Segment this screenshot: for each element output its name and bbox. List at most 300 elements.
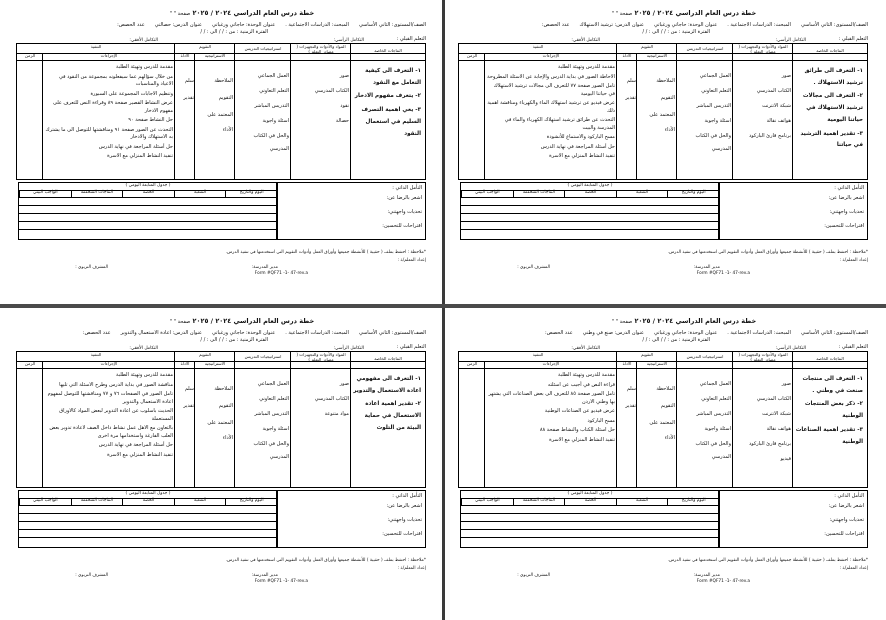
strategy-5: والحل في الكتاب المدرسي: [695, 441, 731, 460]
footer-supervisor: المشرف التربوي :: [75, 573, 108, 578]
follow-row-line: [461, 213, 719, 214]
follow-header-row: [19, 498, 277, 506]
plan-title: خطة درس العام الدراسي ٢٠٢٤ / ٢٠٢٥: [192, 9, 315, 17]
assess-tool-2: تقدير: [183, 95, 194, 101]
assessment-tool-cell: [618, 382, 636, 416]
footer-note: *ملاحظة : احتفظ بملف ( حقيبة ) للأنشطة جميعها وأوراق العمل وأدوات التقويم التي استخدمتها في تنفيذ الدرس.: [225, 558, 426, 563]
follow-row-line: [19, 221, 277, 222]
periods-label: عدد الحصص:: [82, 330, 111, 336]
follow-col-section: الشعبة: [616, 498, 668, 505]
follow-col-date: اليوم والتاريخ: [225, 498, 277, 505]
assessment-strategy-cell: [197, 74, 233, 140]
level-label: الصف/المستوى: الثاني الأساسي: [358, 22, 426, 28]
assessment-strategy-cell: [197, 382, 233, 448]
footer-principal: مدير المدرسة:: [693, 573, 720, 578]
follow-col-outcomes: النتاجات المتحققة: [513, 190, 565, 197]
assess-strategy-3: المعتمد على الأداء: [649, 112, 675, 133]
outcomes-cell: [795, 66, 863, 154]
header-time: الزمن: [466, 53, 478, 58]
col-line: [194, 53, 195, 179]
procedure-5: بالتعاون مع الاهل عمل نشاط داخل الصف لاعادة تدوير بعض العلب الفارغة واستخدامها مرة اخرى: [49, 425, 173, 439]
plan-title: خطة درس العام الدراسي ٢٠٢٤ / ٢٠٢٥: [634, 9, 757, 17]
follow-row-line: [461, 537, 719, 538]
strategy-3: التدريس المباشر: [696, 411, 731, 417]
procedure-2: مناقشة الصور في بداية الدرس وطرح الاسئلة التي تليها: [59, 381, 173, 388]
strategy-4: اسئلة واجوبة: [262, 118, 289, 124]
daily-follow-table: [460, 182, 720, 240]
material-4: هواتف نقالة: [766, 118, 791, 124]
follow-row-line: [19, 229, 277, 230]
unit-label: عنوان الوحدة: حاجاتي ورغباتي: [212, 22, 276, 28]
col-line: [350, 44, 351, 179]
procedure-7: تنفيذ النشاط المنزلي مع الاسرة: [107, 451, 173, 458]
assessment-strategy-cell: [639, 74, 675, 140]
procedure-5: مسح الباركود: [587, 417, 615, 424]
follow-caption: ( جدول المتابعة اليومي ): [19, 183, 277, 191]
header-strategy: الاستراتيجية: [204, 361, 226, 366]
periods-label: عدد الحصص:: [117, 22, 145, 28]
header-outcomes: النتاجات الخاصة: [816, 356, 844, 361]
header-assessment: التقويم: [199, 352, 211, 357]
assess-strategy-2: التقويم: [660, 95, 675, 101]
periods-label: عدد الحصص:: [541, 22, 570, 28]
col-line: [42, 361, 43, 487]
header-strategy: الاستراتيجية: [646, 361, 668, 366]
assess-strategy-2: التقويم: [218, 403, 233, 409]
footer-note: *ملاحظة : احتفظ بملف ( حقيبة ) للأنشطة جميعها وأوراق العمل وأدوات التقويم التي استخدمتها في تنفيذ الدرس.: [225, 250, 426, 255]
procedure-5: التحدث عن طرائق ترشيد استهلاك الكهرباء والماء في المدرسة والبيت: [504, 117, 615, 131]
lesson-plan-page: [6, 314, 438, 609]
strategy-2: التعلم التعاوني: [701, 396, 731, 402]
reflection-box: [276, 182, 426, 240]
follow-caption: ( جدول المتابعة اليومي ): [19, 491, 277, 499]
periods-label: عدد الحصص:: [545, 330, 573, 336]
follow-col-section: الشعبة: [616, 190, 668, 197]
outcomes-cell: [353, 374, 421, 437]
col-line: [484, 53, 485, 179]
follow-col-period: الحصة: [122, 190, 174, 197]
outcome-1: ١- التعرف الى كيفية التعامل مع النقود: [365, 68, 421, 86]
subject-label: المبحث: الدراسات الاجتماعية .: [285, 330, 349, 336]
strategy-3: التدريس المباشر: [254, 411, 289, 417]
subject-label: المبحث: الدراسات الاجتماعية .: [285, 22, 349, 28]
header-tool: الأداة: [180, 361, 190, 366]
follow-col-homework: الواجب البيتي: [19, 190, 71, 197]
header-assessment: التقويم: [199, 44, 211, 49]
reflection-feel: اشعر بالرضا عن:: [386, 195, 422, 201]
follow-col-period: الحصة: [564, 190, 616, 197]
col-line: [194, 361, 195, 487]
col-line: [616, 352, 617, 487]
outcomes-cell: [353, 66, 421, 142]
strategy-1: العمل الجماعي: [257, 381, 289, 387]
col-line: [792, 44, 793, 179]
col-line: [732, 352, 733, 487]
assess-tool-1: سلم: [184, 78, 194, 84]
reflection-improve: اقتراحات للتحسين:: [382, 223, 422, 229]
footer-principal: مدير المدرسة:: [693, 265, 720, 270]
follow-col-outcomes: النتاجات المتحققة: [513, 498, 565, 505]
reflection-box: [276, 490, 426, 548]
timeframe-label: الفترة الزمنية : من : / / الى : / /: [200, 29, 268, 35]
header-time: الزمن: [24, 361, 36, 366]
procedure-1: مقدمة للدرس وتهيئة الطلبة: [558, 64, 615, 70]
header-info: [460, 330, 868, 336]
procedure-3: تامل الصور في الصفحات ٧٦ و ٧٧ ومناقشتها للتوصل لمفهوم اعادة الاستعمال والتدوير: [47, 391, 173, 405]
lesson-label: عنوان الدرس: صنع في وطني: [582, 330, 644, 336]
follow-col-date: اليوم والتاريخ: [667, 190, 719, 197]
strategy-3: التدريس المباشر: [696, 103, 731, 109]
header-info: [18, 330, 426, 336]
page-number-label: صفحة " ": [611, 319, 633, 325]
daily-follow-table: [18, 182, 278, 240]
material-6: فيديو: [780, 456, 791, 462]
material-5: برنامج قارئ الباركود: [749, 133, 791, 139]
page-title: [6, 318, 438, 326]
procedure-5: حل النشاط صفحة ٩٠: [128, 117, 173, 123]
outcomes-cell: [795, 374, 863, 450]
material-3: مواد متنوعة: [324, 411, 349, 417]
procedure-7: حل أسئلة المراجعة في نهاية الدرس: [98, 143, 173, 150]
follow-header-row: [461, 190, 719, 198]
header-assessment: التقويم: [641, 352, 653, 357]
reflection-feel: اشعر بالرضا عن:: [386, 503, 422, 509]
page-number-label: صفحة " ": [169, 11, 191, 17]
outcome-1: ١- التعرف الى طرائق ترشيد الاستهلاك .: [804, 68, 863, 86]
lesson-plan-page: [448, 314, 880, 609]
material-5: برنامج قارئ الباركود: [749, 441, 791, 447]
unit-label: عنوان الوحدة: حاجاتي ورغباتي: [654, 22, 718, 28]
procedure-1: مقدمة للدرس وتهيئة الطلبة: [116, 372, 173, 378]
integration-horizontal-label: التكامل الأفقي:: [129, 346, 158, 351]
strategies-cell: [679, 378, 731, 466]
integration-vertical-label: التكامل الرأسي:: [775, 346, 806, 351]
material-2: الكتاب المدرسي: [756, 396, 791, 402]
material-1: صور: [339, 73, 349, 79]
col-line: [636, 53, 637, 179]
follow-row-line: [461, 513, 719, 514]
col-line: [290, 352, 291, 487]
timeframe-label: الفترة الزمنية : من : / / الى : / /: [642, 337, 710, 343]
assess-strategy-3: المعتمد على الأداء: [649, 420, 675, 441]
col-line: [676, 44, 677, 179]
assess-tool-2: تقدير: [625, 403, 636, 409]
unit-label: عنوان الوحدة: حاجاتي ورغباتي: [654, 330, 718, 336]
col-line: [792, 352, 793, 487]
header-procedures: الإجراءات: [542, 53, 560, 58]
material-2: الكتاب المدرسي: [314, 396, 349, 402]
lesson-label: عنوان الدرس: ترشيد الاستهلاك: [579, 22, 644, 28]
outcome-3: ٣- تقدير اهمية الصناعات الوطنية: [795, 426, 863, 445]
follow-col-homework: الواجب البيتي: [19, 498, 71, 505]
header-strategy: الاستراتيجية: [646, 53, 668, 58]
lesson-label: عنوان الدرس: حصالتي: [154, 22, 202, 28]
level-label: الصف/المستوى: الثاني الأساسي: [800, 22, 868, 28]
footer-form-code: Form #QF71 -1- 47-rev.a: [696, 579, 750, 584]
header-outcomes: النتاجات الخاصة: [816, 48, 844, 53]
material-1: صور: [339, 381, 349, 387]
subject-label: المبحث: الدراسات الاجتماعية .: [727, 22, 791, 28]
assess-tool-1: سلم: [626, 78, 636, 84]
footer-prepared: إعداد المعلم/ة :: [397, 566, 426, 571]
header-tool: الأداة: [180, 53, 190, 58]
strategies-cell: [237, 378, 289, 466]
procedure-7: تنفيذ النشاط المنزلي مع الاسرة: [549, 436, 615, 443]
follow-caption: ( جدول المتابعة اليومي ): [461, 183, 719, 191]
procedure-4: عرض فيديو عن الصناعات الوطنية: [544, 408, 615, 414]
level-label: الصف/المستوى: الثاني الأساسي: [358, 330, 426, 336]
follow-col-section: الشعبة: [174, 498, 226, 505]
col-line: [350, 352, 351, 487]
footer-supervisor: المشرف التربوي :: [517, 573, 550, 578]
header-tool: الأداة: [622, 361, 632, 366]
material-2: الكتاب المدرسي: [314, 88, 349, 94]
reflection-section: [18, 182, 426, 238]
assessment-strategy-cell: [639, 382, 675, 448]
footer-prepared: إعداد المعلم/ة :: [397, 258, 426, 263]
header-materials: المواد والأدوات والتجهيزات ( مصادر التعلم ): [738, 44, 788, 54]
follow-col-homework: الواجب البيتي: [461, 498, 513, 505]
header-execution: التنفيذ: [90, 352, 102, 357]
procedures-cell: [45, 372, 173, 461]
reflection-title: التأمل الذاتي :: [834, 185, 864, 191]
follow-header-row: [19, 190, 277, 198]
procedure-8: تنفيذ النشاط المنزلي مع الاسرة: [107, 153, 173, 159]
procedure-3: تامل الصور صفحة ٨٥ للتعرف الى بعض الصناعات التي يشتهر بها وطني الاردن: [488, 391, 615, 405]
materials-cell: [735, 70, 791, 145]
integration-vertical-label: التكامل الرأسي:: [775, 38, 806, 43]
assess-strategy-1: الملاحظة: [214, 386, 233, 392]
header-info: [460, 22, 868, 28]
footer-principal: مدير المدرسة:: [251, 573, 278, 578]
follow-row-line: [19, 213, 277, 214]
strategy-1: العمل الجماعي: [257, 73, 289, 79]
follow-row-line: [19, 529, 277, 530]
outcome-1: ١- التعرف الى مفهومي اعادة الاستعمال والتدوير: [353, 376, 421, 394]
prior-learning-label: التعلم القبلي :: [838, 344, 868, 350]
footer-prepared: إعداد المعلم/ة :: [839, 566, 868, 571]
header-outcomes: النتاجات الخاصة: [374, 48, 402, 53]
procedures-cell: [487, 64, 615, 163]
follow-row-line: [461, 229, 719, 230]
follow-caption: ( جدول المتابعة اليومي ): [461, 491, 719, 499]
assess-strategy-3: المعتمد على الأداء: [207, 112, 233, 133]
header-teaching: استراتيجيات التدريس: [686, 354, 724, 359]
outcome-2: ٢- تقدير اهمية اعادة الاستعمال في حماية البيئة من التلوث: [364, 401, 421, 431]
header-assessment: التقويم: [641, 44, 653, 49]
header-execution: التنفيذ: [532, 44, 544, 49]
integration-vertical-label: التكامل الرأسي:: [333, 346, 364, 351]
unit-label: عنوان الوحدة: حاجاتي ورغباتي: [212, 330, 276, 336]
procedure-3: تامل الصور صفحة ٧٧ للتعرف الى مجالات ترشيد الاستهلاك في حياتنا اليومية: [493, 83, 615, 97]
daily-follow-table: [18, 490, 278, 548]
strategy-4: اسئلة واجوبة: [704, 426, 731, 432]
reflection-challenges: تحديات واجهتني:: [829, 209, 864, 215]
reflection-section: [460, 182, 868, 238]
strategy-2: التعلم التعاوني: [701, 88, 731, 94]
prior-learning-label: التعلم القبلي :: [396, 344, 426, 350]
header-time: الزمن: [466, 361, 478, 366]
timeframe-label: الفترة الزمنية : من : / / الى : / /: [642, 29, 710, 35]
reflection-title: التأمل الذاتي :: [392, 185, 422, 191]
header-tool: الأداة: [622, 53, 632, 58]
strategies-cell: [237, 70, 289, 158]
follow-col-date: اليوم والتاريخ: [667, 498, 719, 505]
horizontal-divider: [0, 304, 886, 308]
reflection-improve: اقتراحات للتحسين:: [382, 531, 422, 537]
col-line: [42, 53, 43, 179]
material-2: الكتاب المدرسي: [756, 88, 791, 94]
material-3: نقود: [340, 103, 349, 109]
outcome-2: ٢- يتعرف مفهوم الادخار: [354, 93, 421, 100]
header-strategy: الاستراتيجية: [204, 53, 226, 58]
reflection-challenges: تحديات واجهتني:: [829, 517, 864, 523]
assess-tool-1: سلم: [626, 386, 636, 392]
follow-row-line: [461, 205, 719, 206]
col-line: [484, 361, 485, 487]
material-1: صور: [781, 73, 791, 79]
strategy-5: والحل في الكتاب المدرسي: [695, 133, 731, 152]
strategy-4: اسئلة واجوبة: [704, 118, 731, 124]
follow-row-line: [461, 221, 719, 222]
procedure-1: مقدمة للدرس وتهيئة الطلبة: [116, 64, 173, 70]
strategy-3: التدريس المباشر: [254, 103, 289, 109]
col-line: [616, 44, 617, 179]
reflection-feel: اشعر بالرضا عن:: [828, 195, 864, 201]
materials-cell: [735, 378, 791, 468]
procedure-7: حل أسئلة المراجعة في نهاية الدرس: [540, 143, 615, 150]
follow-row-line: [19, 537, 277, 538]
footer-supervisor: المشرف التربوي :: [75, 265, 108, 270]
strategy-2: التعلم التعاوني: [259, 88, 289, 94]
prior-learning-label: التعلم القبلي :: [838, 36, 868, 42]
col-line: [290, 44, 291, 179]
lesson-plan-page: [6, 6, 438, 301]
follow-col-outcomes: النتاجات المتحققة: [71, 190, 123, 197]
material-4: حصالة: [335, 118, 349, 124]
procedure-2: من خلال سؤالهم عما سيفعلونه بمجموعة من النقود في الاعياد والمناسبات: [58, 73, 173, 87]
material-1: صور: [781, 381, 791, 387]
lesson-label: عنوان الدرس: اعادة الاستعمال والتدوير: [120, 330, 202, 336]
assess-tool-1: سلم: [184, 386, 194, 392]
header-materials: المواد والأدوات والتجهيزات ( مصادر التعلم ): [738, 352, 788, 362]
procedures-cell: [487, 372, 615, 446]
outcome-3: ٣- يعي اهمية التصرف السليم في استعمال النقود: [361, 107, 421, 137]
header-time: الزمن: [24, 53, 36, 58]
subject-label: المبحث: الدراسات الاجتماعية .: [727, 330, 791, 336]
col-line: [234, 352, 235, 487]
follow-col-period: الحصة: [122, 498, 174, 505]
reflection-title: التأمل الذاتي :: [834, 493, 864, 499]
reflection-improve: اقتراحات للتحسين:: [824, 531, 864, 537]
page-title: [448, 318, 880, 326]
assess-tool-2: تقدير: [625, 95, 636, 101]
follow-row-line: [19, 205, 277, 206]
procedure-3: وتنظيم الاجابات المجموعة على السبورة: [90, 90, 173, 97]
prior-learning-label: التعلم القبلي :: [396, 36, 426, 42]
level-label: الصف/المستوى: الثاني الأساسي: [800, 330, 868, 336]
procedure-8: تنفيذ النشاط المنزلي مع الاسرة: [549, 153, 615, 159]
reflection-improve: اقتراحات للتحسين:: [824, 223, 864, 229]
strategy-1: العمل الجماعي: [699, 73, 731, 79]
col-line: [174, 352, 175, 487]
follow-row-line: [19, 513, 277, 514]
footer-note: *ملاحظة : احتفظ بملف ( حقيبة ) للأنشطة جميعها وأوراق العمل وأدوات التقويم التي استخدمتها في تنفيذ الدرس.: [667, 558, 868, 563]
lesson-table: [458, 351, 868, 488]
col-line: [676, 352, 677, 487]
reflection-box: [718, 490, 868, 548]
header-info: [18, 22, 426, 28]
outcome-3: ٣- تقدير اهمية الترشيد في حياتنا: [800, 130, 863, 149]
page-number-label: صفحة " ": [611, 11, 633, 17]
outcome-1: ١- التعرف الى منتجات صنعت في وطني .: [802, 376, 863, 394]
lesson-table: [16, 43, 426, 180]
procedure-6: التحدث عن الصور صفحة ٩١ ومناقشتها للتوصل الى ما يشترك به الاستهلاك والادخار: [45, 126, 173, 140]
procedure-6: مسح الباركود والاستماع للأنشودة: [546, 134, 615, 140]
footer-supervisor: المشرف التربوي :: [517, 265, 550, 270]
materials-cell: [293, 378, 349, 423]
follow-col-homework: الواجب البيتي: [461, 190, 513, 197]
page-number-label: صفحة " ": [169, 319, 191, 325]
procedure-6: حل اسئلة الكتاب والنشاط صفحة ٨٨: [539, 427, 615, 433]
follow-row-line: [19, 521, 277, 522]
follow-header-row: [461, 498, 719, 506]
strategy-2: التعلم التعاوني: [259, 396, 289, 402]
footer-form-code: Form #QF71 -1- 47-rev.a: [254, 579, 308, 584]
header-teaching: استراتيجيات التدريس: [686, 46, 724, 51]
header-procedures: الإجراءات: [100, 361, 118, 366]
lesson-table: [458, 43, 868, 180]
reflection-challenges: تحديات واجهتني:: [387, 209, 422, 215]
header-materials: المواد والأدوات والتجهيزات ( مصادر التعلم ): [296, 44, 346, 54]
col-line: [234, 44, 235, 179]
procedures-cell: [45, 64, 173, 163]
lesson-plan-page: [448, 6, 880, 301]
procedure-2: الاحاطة الصور في بداية الدرس والإجابة عن الاسئلة المطروحة: [487, 73, 615, 80]
col-line: [636, 361, 637, 487]
plan-title: خطة درس العام الدراسي ٢٠٢٤ / ٢٠٢٥: [192, 317, 315, 325]
header-execution: التنفيذ: [90, 44, 102, 49]
procedure-1: مقدمة للدرس وتهيئة الطلبة: [558, 372, 615, 378]
assess-strategy-3: المعتمد على الأداء: [207, 420, 233, 441]
footer-principal: مدير المدرسة:: [251, 265, 278, 270]
header-procedures: الإجراءات: [100, 53, 118, 58]
material-3: شبكة الانترنت: [762, 103, 791, 109]
strategy-5: والحل في الكتاب المدرسي: [253, 441, 289, 460]
assessment-tool-cell: [176, 382, 194, 416]
outcome-2: ٢- التعرف الى مجالات ترشيد الاستهلاك في حياتنا اليومية: [802, 93, 863, 123]
reflection-challenges: تحديات واجهتني:: [387, 517, 422, 523]
footer-prepared: إعداد المعلم/ة :: [839, 258, 868, 263]
assess-strategy-1: الملاحظة: [656, 386, 675, 392]
follow-col-date: اليوم والتاريخ: [225, 190, 277, 197]
daily-follow-table: [460, 490, 720, 548]
procedure-4: عرض النشاط القصير صفحة ٨٩ وقراءة النص للتعرف على مفهوم الادخار: [53, 100, 173, 114]
header-outcomes: النتاجات الخاصة: [374, 356, 402, 361]
follow-row-line: [461, 521, 719, 522]
lesson-table: [16, 351, 426, 488]
strategies-cell: [679, 70, 731, 158]
procedure-4: الحديث باسلوب عن اعادة التدوير لبعض المواد كالاوراق المستعملة: [59, 408, 173, 422]
timeframe-label: الفترة الزمنية : من : / / الى : / /: [200, 337, 268, 343]
follow-col-outcomes: النتاجات المتحققة: [71, 498, 123, 505]
reflection-feel: اشعر بالرضا عن:: [828, 503, 864, 509]
assessment-tool-cell: [618, 74, 636, 108]
header-procedures: الإجراءات: [542, 361, 560, 366]
vertical-divider: [442, 0, 445, 620]
strategy-4: اسئلة واجوبة: [262, 426, 289, 432]
procedure-4: عرض فيديو عن ترشيد استهلاك الماء والكهرباء ومناقشة اهمية ذلك: [487, 100, 615, 114]
